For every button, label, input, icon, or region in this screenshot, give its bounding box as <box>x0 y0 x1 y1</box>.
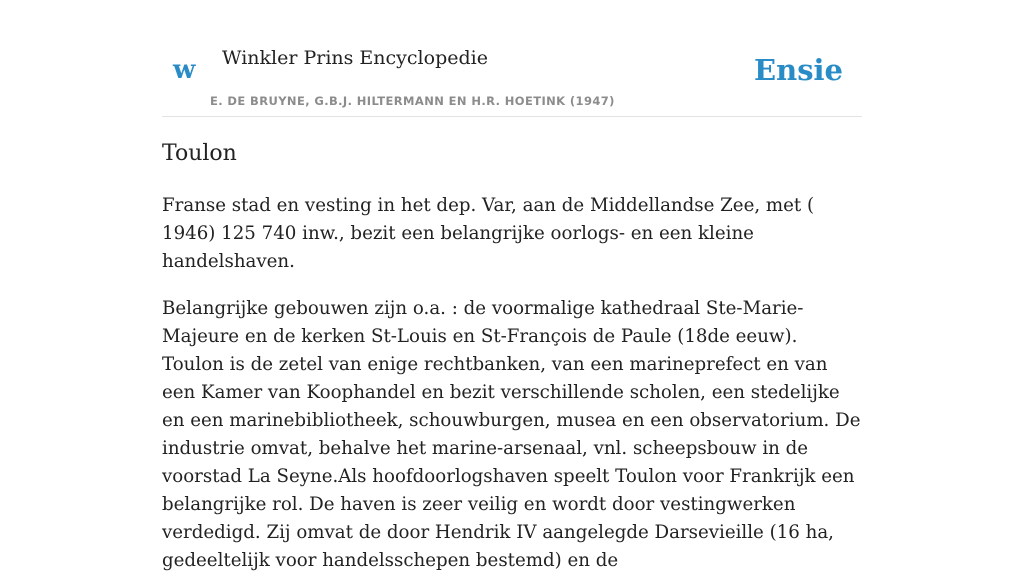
article-title: Toulon <box>162 141 237 166</box>
encyclopedia-title[interactable]: Winkler Prins Encyclopedie <box>222 47 488 69</box>
article-paragraph: Franse stad en vesting in het dep. Var, aan de Middellandse Zee, met ( 1946) 125 740 inw., bezit een belangrijke oorlogs- en een kleine handelshaven. <box>162 195 815 272</box>
encyclopedia-authors: E. DE BRUYNE, G.B.J. HILTERMANN EN H.R. HOETINK (1947) <box>210 94 615 108</box>
ensie-logo[interactable]: Ensie <box>754 53 843 87</box>
article <box>162 136 862 575</box>
encyclopedia-logo[interactable]: w <box>173 55 196 85</box>
article-paragraph: Belangrijke gebouwen zijn o.a. : de voormalige kathedraal Ste-Marie-Majeure en de kerken St-Louis en St-François de Paule (18de eeuw). Toulon is de zetel van enige rechtbanken, van een marineprefect en van een Kamer van Koophandel en bezit verschillende scholen, een stedelijke en een marinebibliotheek, schouwburgen, musea en een observatorium. De industrie omvat, behalve het marine-arsenaal, vnl. scheepsbouw in de voorstad La Seyne.Als hoofdoorlogshaven speelt Toulon voor Frankrijk een belangrijke rol. De haven is zeer veilig en wordt door vestingwerken verdedigd. Zij omvat de door Hendrik IV aangelegde Darsevieille (16 ha, gedeeltelijk voor handelsschepen bestemd) en de <box>162 298 861 571</box>
site-header <box>162 0 862 117</box>
